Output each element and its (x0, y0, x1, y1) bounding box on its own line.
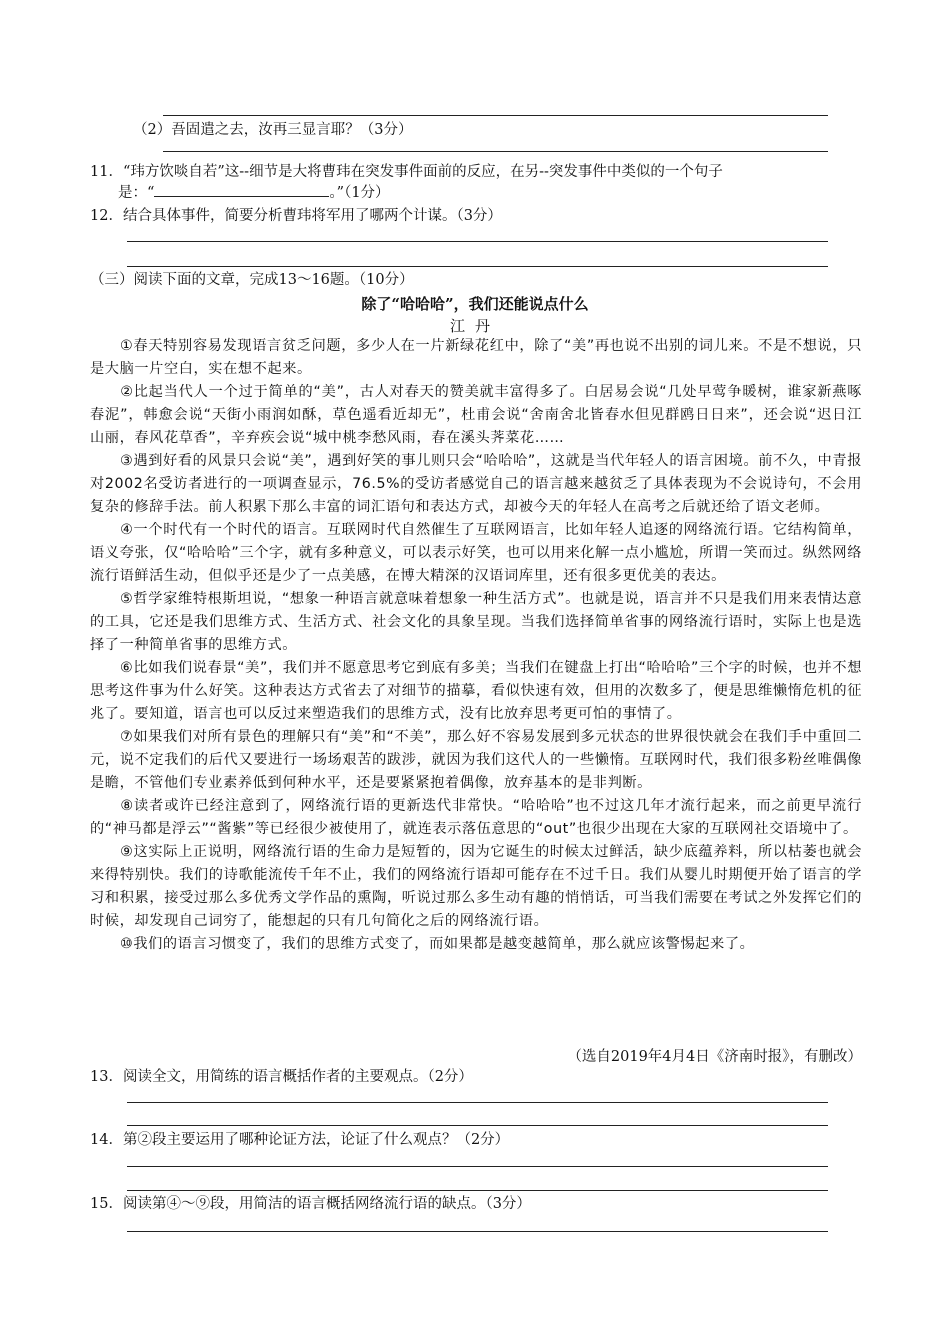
paragraph-6: ⑥比如我们说春景“美”，我们并不愿意思考它到底有多美；当我们在键盘上打出“哈哈哈”三个字的时候，也并不想思考这件事为什么好笑。这种表达方式省去了对细节的描摹，看似快速有效，但用的次数多了，便是思维懒惰危机的征兆了。要知道，语言也可以反过来塑造我们的思维方式，没有比放弃思考更可怕的事情了。 (90, 660, 862, 722)
question-11-prefix: 是：“ (118, 185, 155, 201)
paragraph-4: ④一个时代有一个时代的语言。互联网时代自然催生了互联网语言，比如年轻人追逐的网络流行语。它结构简单，语义夸张，仅“哈哈哈”三个字，就有多种意义，可以表示好笑，也可以用来化解一点小尴尬，所谓一笑而过。纵然网络流行语鲜活生动，但似乎还是少了一点美感，在博大精深的汉语词库里，还有很多更优美的表达。 (90, 522, 862, 584)
answer-line[interactable] (127, 266, 828, 267)
answer-line[interactable] (163, 115, 828, 116)
answer-line[interactable] (127, 1166, 828, 1167)
paragraph-7: ⑦如果我们对所有景色的理解只有“美”和“不美”，那么好不容易发展到多元状态的世界很快就会在我们手中重回二元，说不定我们的后代又要进行一场场艰苦的跋涉，就因为我们这代人的一些懒惰。互联网时代，我们很多粉丝唯偶像是瞻，不管他们专业素养低到何种水平，还是要紧紧抱着偶像，放弃基本的是非判断。 (90, 729, 862, 791)
question-11-text: 11．“玮方饮啖自若”这--细节是大将曹玮在突发事件面前的反应，在另--突发事件中类似的一个句子 (90, 164, 723, 180)
answer-line[interactable] (127, 1102, 828, 1103)
paragraph-2: ②比起当代人一个过于简单的“美”，古人对春天的赞美就丰富得多了。白居易会说“几处早莺争暖树，谁家新燕啄春泥”，韩愈会说“天街小雨润如酥，草色遥看近却无”，杜甫会说“舍南舍北皆春水但见群鸥日日来”，还会说“迟日江山丽，春风花草香”，辛弃疾会说“城中桃李愁风雨，春在溪头荠菜花…… (90, 384, 862, 446)
section-3-heading: （三）阅读下面的文章，完成13～16题。（10分） (90, 272, 414, 288)
article-title: 除了“哈哈哈”，我们还能说点什么 (361, 295, 589, 313)
article-source: （选自2019年4月4日《济南时报》，有删改） (567, 1049, 862, 1065)
article-author: 江丹 (449, 317, 500, 335)
paragraph-1: ①春天特别容易发现语言贫乏问题，多少人在一片新绿花红中，除了“美”再也说不出别的词儿来。不是不想说，只是大脑一片空白，实在想不起来。 (90, 338, 862, 377)
paragraph-8: ⑧读者或许已经注意到了，网络流行语的更新迭代非常快。“哈哈哈”也不过这几年才流行起来，而之前更早流行的“神马都是浮云”“酱紫”等已经很少被使用了，就连表示落伍意思的“out”也很少出现在大家的互联网社交语境中了。 (90, 798, 862, 837)
question-11 (90, 162, 723, 203)
question-14: 14．第②段主要运用了哪种论证方法，论证了什么观点？（2分） (90, 1132, 510, 1148)
paragraph-9: ⑨这实际上正说明，网络流行语的生命力是短暂的，因为它诞生的时候太过鲜活，缺少底蕴养料，所以枯萎也就会来得特别快。我们的诗歌能流传千年不止，我们的网络流行语却可能存在不过千日。我们从婴儿时期便开始了语言的学习和积累，接受过那么多优秀文学作品的熏陶，听说过那么多生动有趣的悄悄话，可当我们需要在考试之外发挥它们的时候，却发现自己词穷了，能想起的只有几句简化之后的网络流行语。 (90, 844, 862, 929)
paragraph-10: ⑩我们的语言习惯变了，我们的思维方式变了，而如果都是越变越简单，那么就应该警惕起来了。 (120, 936, 755, 952)
answer-line[interactable] (163, 151, 828, 152)
fill-blank[interactable] (154, 182, 329, 197)
question-15: 15．阅读第④～⑨段，用简洁的语言概括网络流行语的缺点。（3分） (90, 1196, 531, 1212)
answer-line[interactable] (127, 241, 828, 242)
question-11-suffix: 。”（1分） (329, 185, 390, 201)
paragraph-5: ⑤哲学家维特根斯坦说，“想象一种语言就意味着想象一种生活方式”。也就是说，语言并不只是我们用来表情达意的工具，它还是我们思维方式、生活方式、社会文化的具象呈现。当我们选择简单省事的网络流行语时，实际上也是选择了一种简单省事的思维方式。 (90, 591, 862, 653)
answer-line[interactable] (127, 1190, 828, 1191)
answer-line[interactable] (127, 1231, 828, 1232)
answer-line[interactable] (127, 1125, 828, 1126)
paragraph-3: ③遇到好看的风景只会说“美”，遇到好笑的事儿则只会“哈哈哈”，这就是当代年轻人的语言困境。前不久，中青报对2002名受访者进行的一项调查显示，76.5%的受访者感觉自己的语言越来越贫乏了具体表现为不会说诗句，不会用复杂的修辞手法。前人积累下那么丰富的词汇语句和表达方式，却被今天的年轻人在高考之后就还给了语文老师。 (90, 453, 862, 515)
article-body (90, 335, 862, 956)
question-13: 13．阅读全文，用简练的语言概括作者的主要观点。（2分） (90, 1069, 473, 1085)
question-11-blank-row (90, 182, 723, 203)
question-10-2: （2）吾固遣之去，汝再三显言耶？（3分） (133, 122, 413, 138)
question-12: 12．结合具体事件，简要分析曹玮将军用了哪两个计谋。（3分） (90, 208, 502, 224)
